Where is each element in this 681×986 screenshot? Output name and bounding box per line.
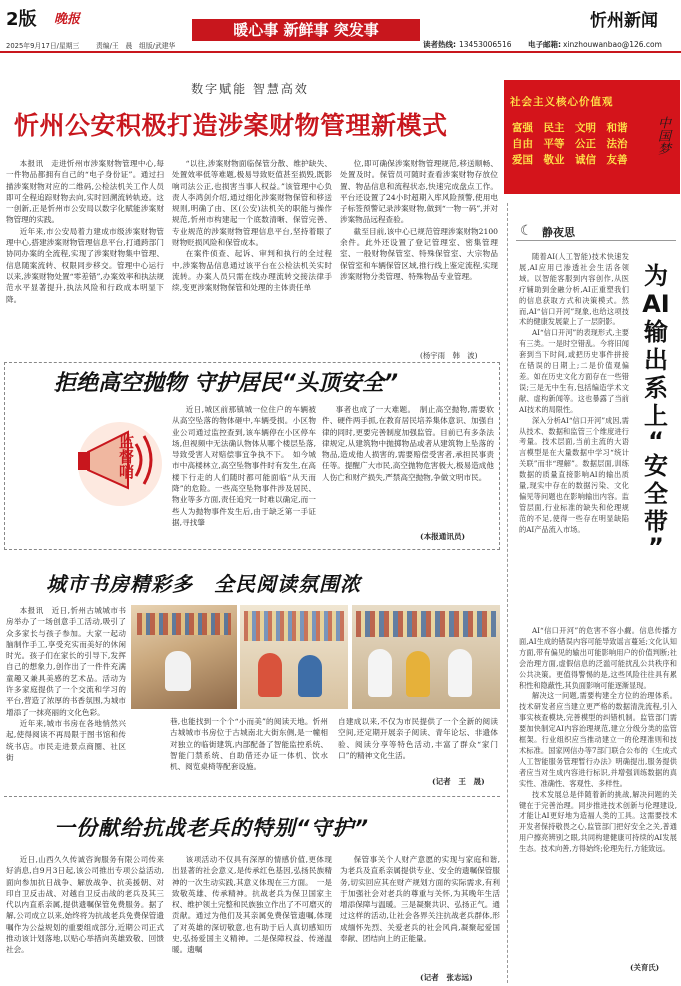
- core-values-row: 自由 平等 公正 法治: [512, 138, 628, 150]
- column-para: 解决这一问题,需要构建全方位的治理体系。技术研发者应当建立更严格的数据清洗流程,引入事实核查模块,完善模型的纠错机制。监管部门需要加快制定AI内容治理规范,建立分级分类的监管框架。行业组织应当推动建立一的伦理准则和技术标准。国家网信办等7部门联合公布的《生成式人工智能服务管理暂行办法》明确提出,服务提供者应当对生成内容进行标识,并增强训练数据的真实性、准确性、客观性、多样性。: [519, 691, 677, 788]
- headline-char: 带: [644, 508, 668, 536]
- story3-col-right: 自建成以来,不仅为市民提供了一个全新的阅读空间,还定期开展亲子阅读、青年论坛、非遗体验、阅读分享等特色活动,丰富了群众“家门口”的精神文化生活。: [338, 717, 498, 760]
- badge-label: 监督哨: [117, 434, 135, 479]
- headline-char: 输: [644, 318, 668, 346]
- megaphone-badge: [70, 406, 170, 512]
- column-credit: (关育氏): [630, 963, 660, 972]
- headline-char: ”: [648, 533, 664, 561]
- core-values-heading: 社会主义核心价值观: [510, 96, 614, 108]
- lead-para: 本报讯 走进忻州市涉案财物管理中心,每一件物品都拥有自己的“电子身份证”。通过扫描涉案财物对应的二维码,公检法机关工作人员即可全程追踪财物去向,实时回溯流转轨迹。这一创新,正是忻州市公安局以数字化赋能涉案财物管理的实践。: [6, 159, 164, 225]
- story3-col-left: [6, 605, 126, 763]
- lead-para: “以往,涉案财物面临保管分散、维护缺失、处置效率低等难题,极易导致贬值甚至损毁,既影响司法公正,也损害当事人权益。”该管理中心负责人李鸿剑介绍,通过细化涉案财物保管和移送规则,明确了由、区(公安)法机关的职能与操作规范,忻州市构建起一个底数清晰、保管完善、专业规范的涉案财物管理信息平台,坚持着眼了财物贬损风险和保管成本。: [172, 159, 332, 248]
- story3-col-mid: 巷,也能找到一个个“小而美”的阅读天地。忻州古城城市书房位于古城南北大街东侧,是一幢相对独立的临街建筑,内部配备了智能监控系统、智能门禁系统、自助借还办证一体机、饮水机、阅览桌椅等配套设施。: [170, 717, 328, 772]
- lead-title: 忻州公安积极打造涉案财物管理新模式: [14, 111, 448, 140]
- story2-col-1: 近日,城区前那镇城一位住户的车辆被从高空坠落的物体砸中,车辆受损。小区物业公司通过监控查到,该车辆停在小区停车场,但视频中无法确认物体从哪个楼层坠落,导致受害人对赔偿事宜争执不下。 如今城市中高楼林立,高空坠物事件时有发生,在高楼下行走的人们随时都可能面临“从天而降”的危险。一些高空坠物事件涉及居民、物业等多方面,责任追究一时难以确定,而一些人为抛物事件发生后,由于缺乏第一手证据,寻找肇: [172, 405, 316, 527]
- story4-col-2: 该项活动不仅具有深厚的情感价值,更体现出显著的社会意义,是传承红色基因,弘扬民族精神的一次生动实践,其意义体现在三方面。 一是致敬英雄、传承精神。抗战老兵为保卫国家主权、维护领土完整和民族独立作出了不可磨灭的贡献。通过为他们及其亲属免费保管遗嘱,体现了对英雄的深切敬意,也有助于后人真切感知历史,弘扬爱国主义精神。二是保障权益、传递温暖。遗嘱: [172, 855, 332, 955]
- column-para: 技术发展总是伴随着新的挑战,解决问题的关键在于完善治理。同步推进技术创新与伦理建设,才能让AI更好地为造福人类的工具。这需要技术开发者保持敬畏之心,监管部门把好安全之关,普通用户擦亮辨别之眼,共同构建健康可持续的AI发展生态。技术向善,方得始终;伦理先行,方能致远。: [519, 789, 677, 854]
- masthead: [0, 0, 681, 56]
- story2-title: 拒绝高空抛物 守护居民“头顶安全”: [54, 371, 398, 396]
- lead-kicker: 数字赋能 智慧高效: [191, 82, 309, 96]
- lead-para: 截至目前,该中心已规范管理涉案财物2100余件。此外还设置了登记管理室、密集管理室、一般财物保管室、特殊保管室、大宗物品保管室和车辆保管区域,推行线上鉴定流程,实现涉案财物分类管理、特殊物品专业管理。: [340, 226, 498, 281]
- masthead-rule: [0, 51, 681, 53]
- column-label: 静夜思: [542, 226, 575, 239]
- headline-char: 全: [644, 480, 668, 508]
- core-values-ad: [504, 80, 680, 194]
- lead-col-3: [340, 158, 498, 282]
- bookroom-photo-1: [131, 605, 237, 709]
- child-figure: [406, 651, 430, 697]
- email-label: 电子邮箱:: [528, 40, 561, 49]
- headline-char: “: [648, 427, 664, 455]
- section-name: 忻州新闻: [590, 11, 658, 31]
- column-para: 深入分析AI“信口开河”成因,需从技术、数据和监管三个维度进行考量。技术层面,当前主流的大语言模型是在大量数据中学习“统计关联”而非“理解”。数据层面,训练数据的质量直接影响AI的输出质量,现实中存在的数据污染、文化偏见等问题也在影响输出内容。监管层面,行业标准的缺失和伦理规范的不足,使得一些存在明显缺陷的AI产品流入市场。: [519, 415, 629, 534]
- headline-char: 为: [644, 262, 668, 290]
- headline-char: 上: [644, 402, 668, 430]
- child-figure: [448, 649, 472, 697]
- story3-para: 本报讯 近日,忻州古城城市书房举办了一场创意手工活动,吸引了众多家长与孩子参加。大家一起动脑制作手工,享受充实而美好的休闲时光。孩子们在家长的引导下,发挥自己的想象力,创作出了一件件充满童趣又兼具美感的艺术品。活动为许多家庭提供了一个交流和学习的平台,营造了浓厚的书香氛围,为城市增添了一抹亮丽的文化色彩。: [6, 606, 126, 717]
- column-body-lower: [519, 626, 677, 855]
- column-body: [519, 252, 629, 536]
- headline-char: 出: [644, 346, 668, 374]
- story3-title: 城市书房精彩多 全民阅读氛围浓: [46, 572, 361, 596]
- moon-icon: ☾: [520, 223, 533, 239]
- story4-title: 一份献给抗战老兵的特别“守护”: [54, 816, 370, 840]
- editor-line: 责编/王 晨 组版/武建华: [96, 42, 176, 50]
- column-para: AI“信口开河”的表现形式,主要有三类。一是时空错乱。今将旧闻套到当下时间,或把历史事件拼接在错误的日期上;二是价值观偏差。如在历史文化方面存在一些错误;三是无中生有,包括编造学术文献、虚构新闻等。这也暴露了当前AI技术的局限性。: [519, 328, 629, 414]
- headline-char: 安: [644, 452, 668, 480]
- story2-credit: (本报通讯员): [420, 532, 466, 541]
- lead-col-1: [6, 158, 164, 305]
- bookroom-photo-3: [352, 605, 500, 709]
- core-values-row: 富强 民主 文明 和谐: [512, 122, 628, 134]
- column-para: 随着AI(人工智能)技术快速发展,AI应用已渗透社会生活各领域。以智能客服到内容创作,从医疗辅助到金融分析,AI正重塑我们的信息获取方式和决策模式。然而,AI“信口开河”现象,也给这项技术的健康发展蒙上了一层阴影。: [519, 252, 629, 327]
- child-figure: [298, 655, 322, 697]
- email-address: xinzhouwanbao@126.com: [563, 40, 662, 49]
- story3-para: 近年来,城市书房在各地悄然兴起,使得阅读不再局限于图书馆和传统书店。市民走进景点商圈、社区街: [6, 718, 126, 762]
- story4-col-1: 近日,山西久久传诚咨询服务有限公司传来好消息,自9月3日起,该公司推出专项公益活动,面向参加抗日战争、解放战争、抗美援朝、对印自卫反击战、对越自卫反击战的老兵及其三代以内直系亲属,提供遗嘱保管免费服务。据了解,公司成立以来,始终将为抗战老兵免费保管遗嘱作为公益规划的重要组成部分,近期公司正式推动该计划落地,以贴心举措向英雄致敬、回馈社会。: [6, 855, 164, 955]
- child-figure: [368, 649, 392, 697]
- hotline-number: 13453006516: [459, 40, 512, 49]
- story4-rule: [4, 796, 500, 797]
- story2-col-2: 事者也成了一大难题。 制止高空抛物,需要软件、硬件两手抓,在教育居民培养集体意识、加强自律的同时,更要完善制度加强监管。目前已有多条法律规定,从建筑物中抛掷物品或者从建筑物上坠落的物品,造成他人损害的,需要赔偿受害者,承担民事责任等。提醒广大市民,高空抛物危害极大,极易造成他人伤亡和财产损失,严禁高空抛物,争做文明市民。: [322, 405, 494, 482]
- column-para: AI“信口开河”的危害不容小觑。信息传播方面,AI生成的错误内容可能导致谣言蔓延;文化认知方面,带有偏见的输出可能影响用户的价值判断;社会治理方面,虚假信息的泛滥可能扰乱公共秩序和公共决策。更值得警惕的是,这些风险往往具有累积性和隐蔽性,其负面影响可能逐渐显现。: [519, 626, 677, 690]
- bookshelf-shape: [244, 611, 344, 641]
- hotline-label: 读者热线:: [423, 40, 456, 49]
- core-values-row: 爱国 敬业 诚信 友善: [512, 154, 628, 166]
- bookroom-photo-2: [240, 605, 348, 709]
- story4-credit: (记者 张志远): [420, 973, 473, 982]
- lead-para: 位,即可确保涉案财物管理规范,移送顺畅、处置及时。保管员可随时查看涉案财物存放位置、物品信息和流程状态,快速完成盘点工作。平台还设置了24小时超期入库风险预警,使用电子标签预警记录涉案财物,做到“一物一码”,并对涉案物品远程查验。: [340, 159, 498, 225]
- child-figure: [165, 651, 191, 691]
- date-line: 2025年9月17日/星期三: [6, 42, 80, 50]
- hotline: [423, 39, 512, 50]
- email: [528, 39, 662, 50]
- column-header: [516, 223, 676, 241]
- headline-char: AI: [642, 290, 670, 318]
- lead-col-2: [172, 158, 332, 294]
- bookshelf-shape: [137, 613, 231, 635]
- page-number: 2版: [6, 9, 37, 30]
- lead-para: 近年来,市公安局着力建成市级涉案财物管理中心,搭建涉案财物管理信息平台,打通跨部门协同办案的全流程,实现了涉案财物集中管理、信息随案流转、权限同步移交。管理中心运行以来,涉案财物处置“零差错”,办案效率和执法规范水平显著提升,执法风险和行政成本明显下降。: [6, 226, 164, 304]
- lead-credit: (杨宇雨 韩 波): [420, 351, 478, 360]
- child-figure: [258, 653, 282, 697]
- logo: 晚报: [54, 12, 81, 27]
- column-headline: [634, 262, 678, 561]
- headline-char: 系: [644, 374, 668, 402]
- lead-para: 在案件侦查、起诉、审判和执行的全过程中,涉案物品信息通过该平台在公检法机关实时流转。办案人员只需在线办理流转交接法律手续,变更涉案财物保管和处理的主体责任单: [172, 249, 332, 293]
- story4-col-3: 保管事关个人财产意愿的实现与家庭和谐,为老兵及直系亲属提供专业、安全的遗嘱保管服务,切实回应其在财产规划方面的实际需求,有利于加强社会对老兵的尊重与关怀,为其晚年生活增添保障与温暖。三是凝聚共识、弘扬正气。通过这样的活动,让社会各界关注抗战老兵群体,形成缅怀先烈、关爱老兵的社会风尚,凝聚起爱国奉献、团结向上的正能量。: [340, 855, 500, 944]
- story3-credit: (记者 王 晟): [432, 777, 485, 786]
- bookshelf-shape: [356, 611, 496, 637]
- slogan-banner: 暖心事 新鲜事 突发事: [192, 19, 420, 41]
- china-dream-seal: 中国梦: [655, 116, 670, 155]
